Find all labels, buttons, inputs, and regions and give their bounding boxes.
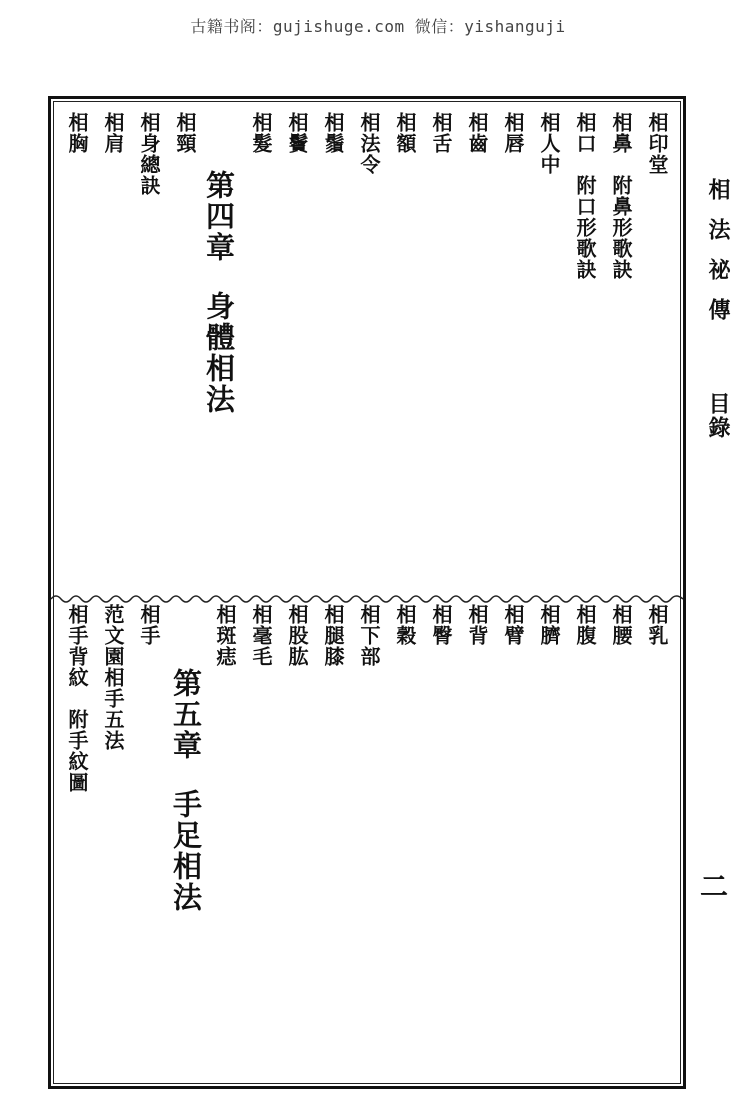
- page-number: 二: [700, 870, 729, 903]
- toc-entry: 范文園相手五法: [101, 604, 125, 751]
- toc-entry: 相齒: [465, 112, 489, 154]
- toc-entry: 相穀: [393, 604, 417, 646]
- toc-entry: 相毫毛: [249, 604, 273, 667]
- toc-entry: 相腿膝: [321, 604, 345, 667]
- book-title: 相法祕傳: [705, 178, 731, 338]
- toc-entry: 相手背紋 附手紋圖: [65, 604, 89, 793]
- toc-entry: 相臍: [537, 604, 561, 646]
- toc-entry: 相肩: [101, 112, 125, 154]
- toc-entry: 相人中: [537, 112, 561, 175]
- toc-entry: 相鬚: [321, 112, 345, 154]
- toc-entry: 相下部: [357, 604, 381, 667]
- chapter-number: 第五章: [169, 668, 203, 761]
- chapter-number: 第四章: [202, 170, 236, 263]
- toc-entry: 相口 附口形歌訣: [573, 112, 597, 280]
- toc-entry: 相法令: [357, 112, 381, 175]
- toc-entry: 相唇: [501, 112, 525, 154]
- toc-entry: 相股肱: [285, 604, 309, 667]
- toc-entry: 相腰: [609, 604, 633, 646]
- toc-entry: 相斑痣: [213, 604, 237, 667]
- toc-entry: 相乳: [645, 604, 669, 646]
- chapter-heading: [170, 668, 202, 913]
- toc-entry: 相身總訣: [137, 112, 161, 196]
- toc-entry: 相髮: [249, 112, 273, 154]
- toc-entry: 相臂: [501, 604, 525, 646]
- watermark-text: 古籍书阁：gujishuge.com 微信：yishanguji: [190, 17, 566, 36]
- chapter-title: 身體相法: [202, 291, 236, 415]
- toc-entry: 相背: [465, 604, 489, 646]
- toc-entry: 相手: [137, 604, 161, 646]
- toc-entry: 相臀: [429, 604, 453, 646]
- toc-entry: 相腹: [573, 604, 597, 646]
- toc-entry: 相舌: [429, 112, 453, 154]
- toc-entry: 相印堂: [645, 112, 669, 175]
- toc-entry: 相胸: [65, 112, 89, 154]
- section-label: 目錄: [705, 392, 731, 440]
- chapter-title: 手足相法: [169, 789, 203, 913]
- toc-entry: 相頸: [173, 112, 197, 154]
- toc-entry: 相額: [393, 112, 417, 154]
- toc-entry: 相鬢: [285, 112, 309, 154]
- chapter-heading: [203, 170, 235, 415]
- toc-entry: 相鼻 附鼻形歌訣: [609, 112, 633, 280]
